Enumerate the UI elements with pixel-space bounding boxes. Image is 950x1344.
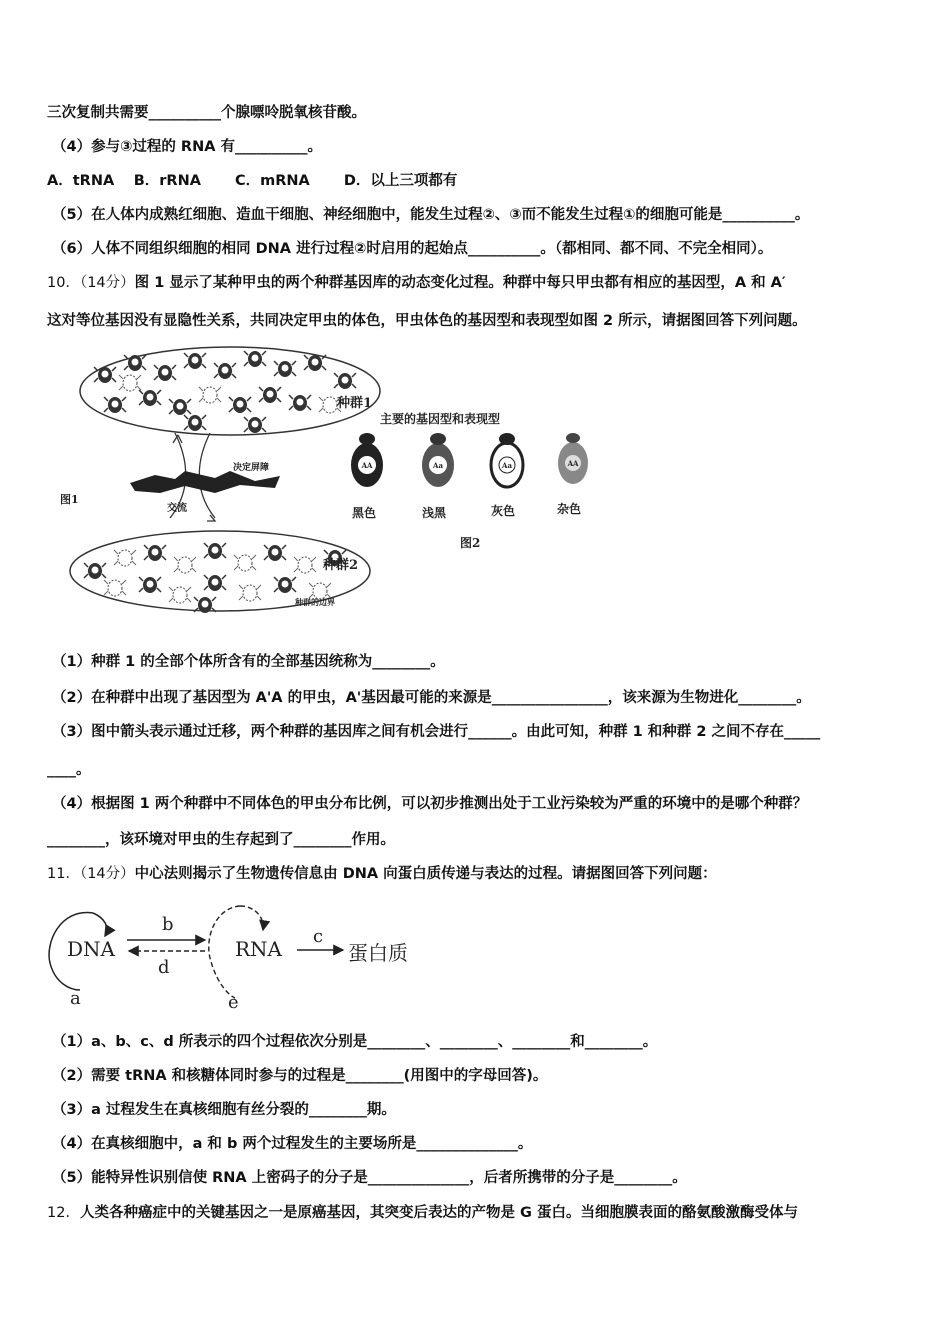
phenotype-3: 灰色 <box>491 504 516 518</box>
q10-2: （2）在种群中出现了基因型为 A'A 的甲虫，A'基因最可能的来源是________________，该来源为生物进化________。 <box>52 690 811 706</box>
phenotype-4: 杂色 <box>557 502 582 516</box>
exchange-label: 交流 <box>167 503 187 514</box>
beetle-population-figure <box>55 343 615 618</box>
barrier-label: 决定屏障 <box>233 463 270 473</box>
q9-5: （5）在人体内成熟红细胞、造血干细胞、神经细胞中，能发生过程②、③而不能发生过程①的细胞可能是__________。 <box>52 207 810 223</box>
q9-6: （6）人体不同组织细胞的相同 DNA 进行过程②时启用的起始点__________。（都相同、都不同、不完全相同）。 <box>52 241 773 257</box>
beetle-black <box>351 433 383 487</box>
q10-3b: ____。 <box>47 762 91 778</box>
label-a: a <box>70 988 81 1009</box>
fig1-label: 图1 <box>60 493 79 506</box>
q11-2: （2）需要 tRNA 和核糖体同时参与的过程是________(用图中的字母回答)。 <box>52 1068 548 1084</box>
text-line-1: 三次复制共需要__________个腺嘌呤脱氧核苷酸。 <box>47 105 366 121</box>
population-2-label: 种群2 <box>323 558 359 573</box>
q10-1: （1）种群 1 的全部个体所含有的全部基因统称为________。 <box>52 654 445 670</box>
label-d: d <box>158 957 170 978</box>
q10-number: 10．（14分） <box>47 275 135 291</box>
genotype-1: AA <box>361 461 373 470</box>
protein-label: 蛋白质 <box>348 941 408 965</box>
fig2-label: 图2 <box>460 536 481 550</box>
rna-label: RNA <box>235 937 283 961</box>
genotype-4: AA <box>567 459 579 468</box>
q10-stem-text: 图 1 显示了某种甲虫的两个种群基因库的动态变化过程。种群中每只甲虫都有相应的基因型，A 和 A′ <box>134 275 786 291</box>
beetle-mixed <box>558 433 588 484</box>
q10-stem-b: 这对等位基因没有显隐性关系，共同决定甲虫的体色，甲虫体色的基因型和表现型如图 2 所示，请据图回答下列问题。 <box>47 313 807 329</box>
q11-number: 11．（14分） <box>47 866 135 882</box>
q12-number: 12． <box>47 1205 80 1221</box>
q11-4: （4）在真核细胞中，a 和 b 两个过程发生的主要场所是______________。 <box>52 1136 533 1152</box>
q11-5: （5）能特异性识别信使 RNA 上密码子的分子是______________，后者所携带的分子是________。 <box>52 1170 687 1186</box>
dna-label: DNA <box>67 937 115 961</box>
label-c: c <box>313 926 324 947</box>
population-1-beetles <box>94 351 356 433</box>
beetle-light-black <box>422 433 454 487</box>
q10-4b: ________，该环境对甲虫的生存起到了________作用。 <box>47 832 395 848</box>
q12-stem-text: 人类各种癌症中的关键基因之一是原癌基因，其突变后表达的产物是 G 蛋白。当细胞膜表面的酪氨酸激酶受体与 <box>79 1205 798 1221</box>
q11-stem <box>47 864 717 884</box>
q11-3: （3）a 过程发生在真核细胞有丝分裂的________期。 <box>52 1102 396 1118</box>
fig2-title: 主要的基因型和表现型 <box>380 412 501 426</box>
q11-1: （1）a、b、c、d 所表示的四个过程依次分别是________、________、________和________。 <box>52 1034 658 1050</box>
phenotype-2: 浅黑 <box>422 506 447 520</box>
label-e: e <box>228 992 239 1013</box>
population-1-label: 种群1 <box>337 396 373 411</box>
q9-4: （4）参与③过程的 RNA 有__________。 <box>52 139 322 155</box>
q9-4-options: A．tRNA B．rRNA C．mRNA D．以上三项都有 <box>47 173 458 189</box>
q11-stem-text: 中心法则揭示了生物遗传信息由 DNA 向蛋白质传递与表达的过程。请据图回答下列问题： <box>134 866 717 882</box>
beetle-grey <box>491 433 523 487</box>
q10-4a: （4）根据图 1 两个种群中不同体色的甲虫分布比例，可以初步推测出处于工业污染较为严重的环境中的是哪个种群？ <box>52 796 808 812</box>
genotype-2: Aa <box>433 461 443 470</box>
label-b: b <box>162 914 174 935</box>
q10-3a: （3）图中箭头表示通过迁移，两个种群的基因库之间有机会进行______。由此可知，种群 1 和种群 2 之间不存在_____ <box>52 724 821 740</box>
geographic-barrier <box>130 471 280 493</box>
genotype-3: Aa <box>502 461 512 470</box>
q12-stem <box>47 1203 798 1223</box>
q10-stem-a <box>47 273 786 293</box>
phenotype-1: 黑色 <box>352 506 377 520</box>
population-1-ellipse <box>80 347 380 435</box>
boundary-label: 种群的边界 <box>295 597 335 607</box>
central-dogma-diagram <box>45 898 445 1013</box>
